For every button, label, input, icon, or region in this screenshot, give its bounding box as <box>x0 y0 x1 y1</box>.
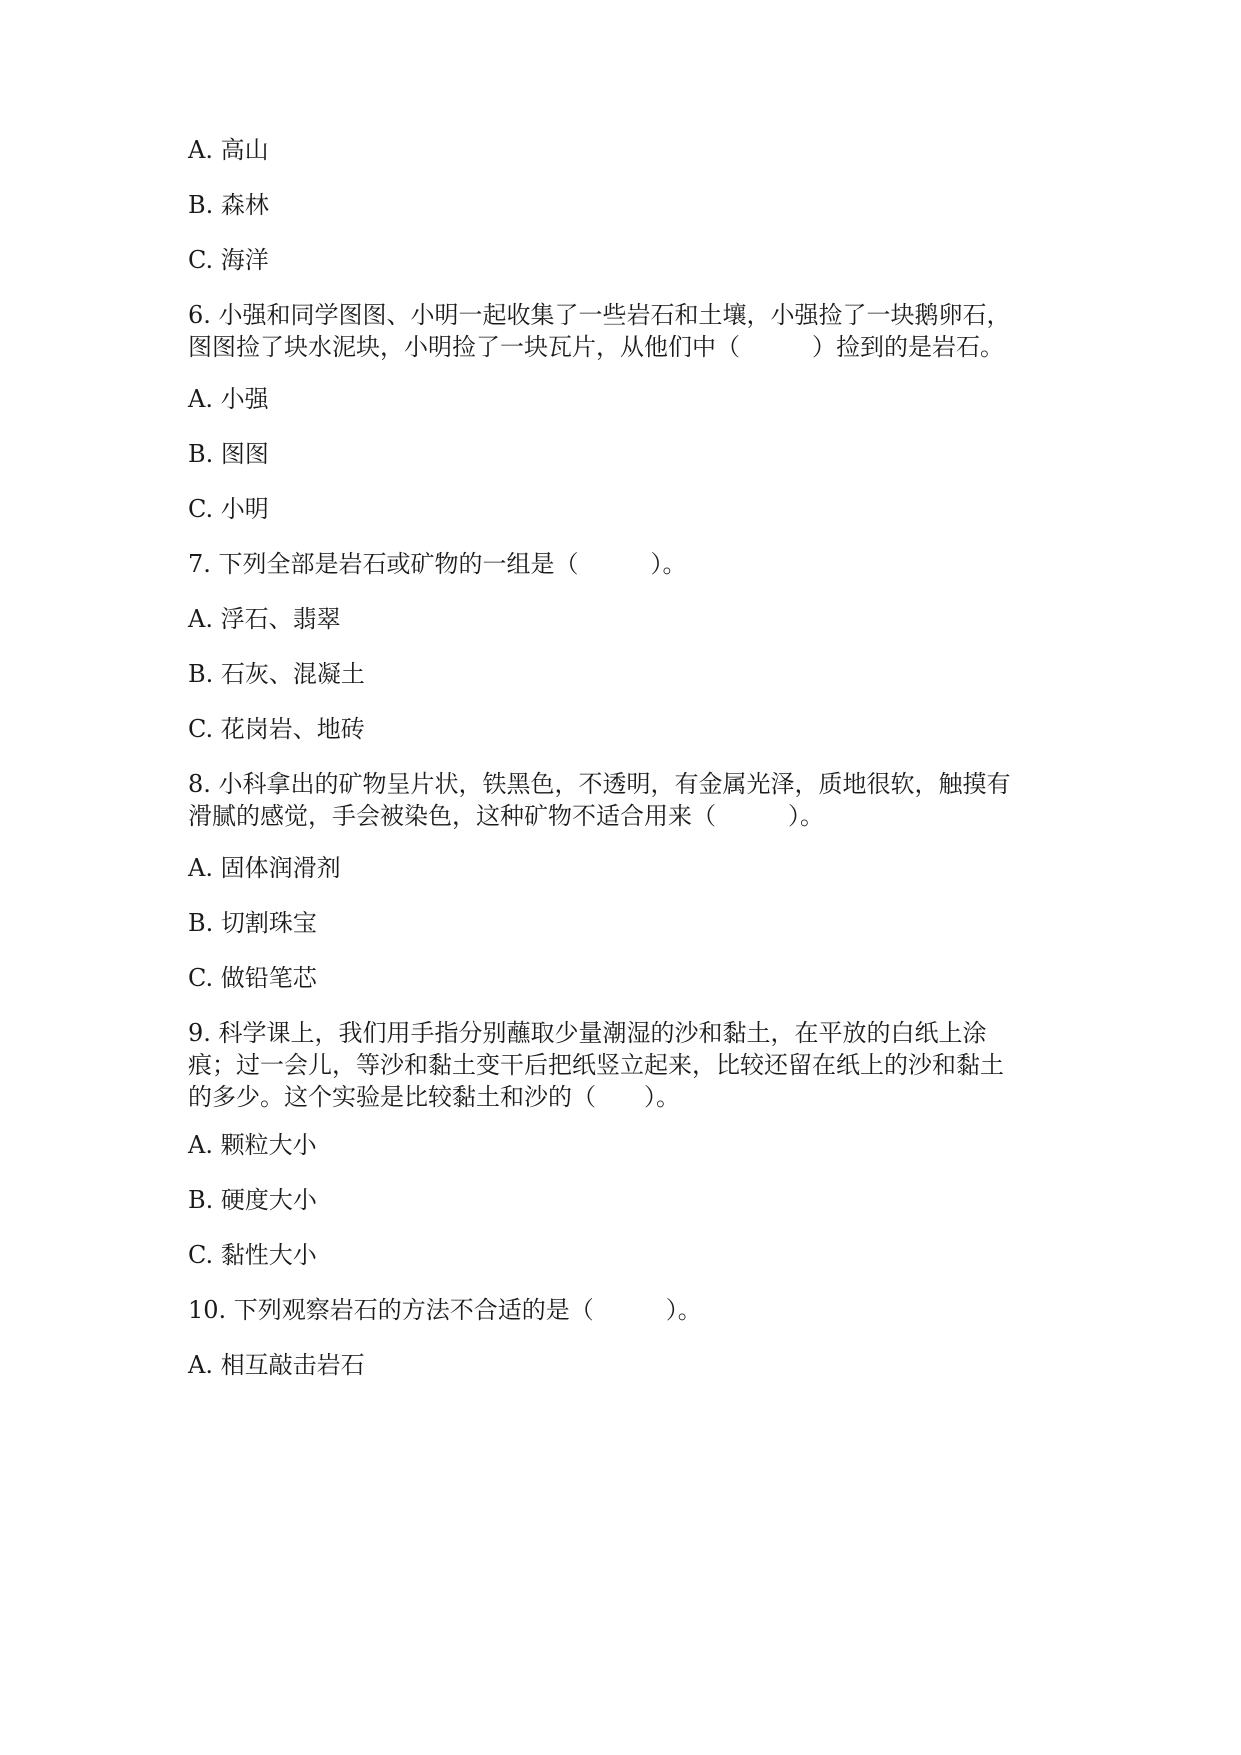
question-8-stem <box>188 768 1068 832</box>
q6-option-c: C. 小明 <box>188 495 269 523</box>
question-8-line-2: 滑腻的感觉，手会被染色，这种矿物不适合用来（ ）。 <box>188 802 824 830</box>
q8-option-a: A. 固体润滑剂 <box>188 854 341 882</box>
q7-option-a: A. 浮石、翡翠 <box>188 605 341 633</box>
q10-option-a: A. 相互敲击岩石 <box>188 1351 365 1379</box>
q5-option-c: C. 海洋 <box>188 246 269 274</box>
q7-option-c: C. 花岗岩、地砖 <box>188 715 365 743</box>
q5-option-a: A. 高山 <box>188 136 269 164</box>
q5-option-b: B. 森林 <box>188 191 269 219</box>
question-8-line-1: 8. 小科拿出的矿物呈片状，铁黑色，不透明，有金属光泽，质地很软，触摸有 <box>188 770 1011 798</box>
question-6-line-1: 6. 小强和同学图图、小明一起收集了一些岩石和土壤，小强捡了一块鹅卵石， <box>188 301 1011 329</box>
q6-option-b: B. 图图 <box>188 440 269 468</box>
q9-option-c: C. 黏性大小 <box>188 1241 317 1269</box>
q9-option-b: B. 硬度大小 <box>188 1186 317 1214</box>
question-9-stem <box>188 1017 1068 1113</box>
question-9-line-3: 的多少。这个实验是比较黏土和沙的（ ）。 <box>188 1083 680 1111</box>
question-7-stem: 7. 下列全部是岩石或矿物的一组是（ ）。 <box>188 550 687 578</box>
question-6-line-2: 图图捡了块水泥块，小明捡了一块瓦片，从他们中（ ）捡到的是岩石。 <box>188 333 1004 361</box>
q8-option-b: B. 切割珠宝 <box>188 909 317 937</box>
question-6-stem <box>188 299 1068 363</box>
question-10-stem: 10. 下列观察岩石的方法不合适的是（ ）。 <box>188 1296 702 1324</box>
question-9-line-1: 9. 科学课上，我们用手指分别蘸取少量潮湿的沙和黏土，在平放的白纸上涂 <box>188 1019 987 1047</box>
q9-option-a: A. 颗粒大小 <box>188 1131 317 1159</box>
q7-option-b: B. 石灰、混凝土 <box>188 660 365 688</box>
question-9-line-2: 痕；过一会儿，等沙和黏土变干后把纸竖立起来，比较还留在纸上的沙和黏土 <box>188 1051 1004 1079</box>
q6-option-a: A. 小强 <box>188 385 269 413</box>
q8-option-c: C. 做铅笔芯 <box>188 964 317 992</box>
